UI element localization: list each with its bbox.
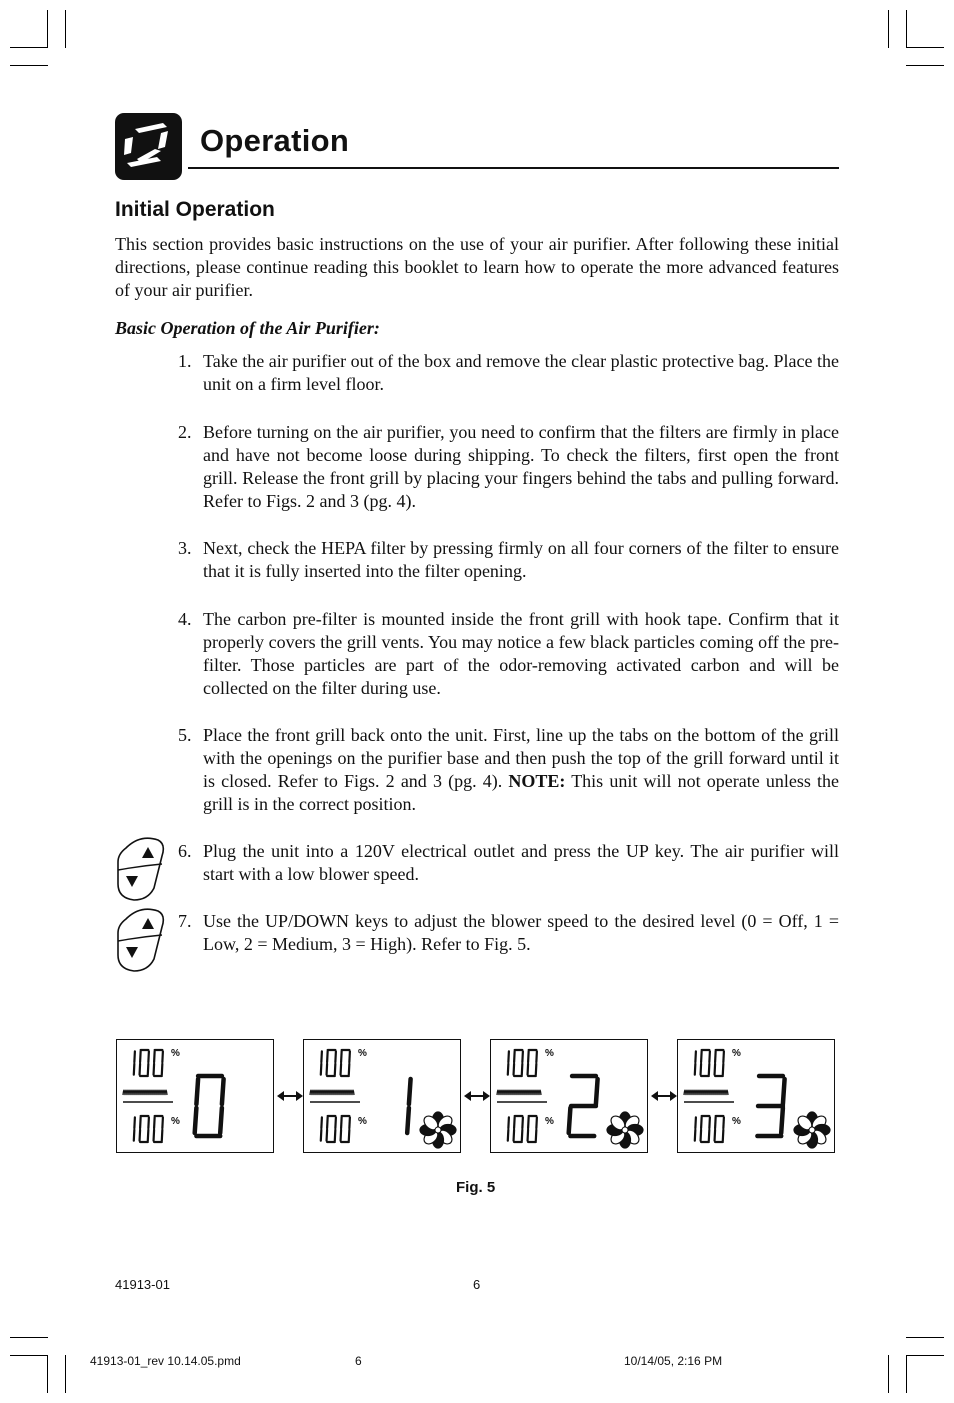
unit-label: % [358, 1048, 367, 1059]
crop-mark [10, 1337, 48, 1338]
step-number: 1. [178, 351, 192, 371]
unit-label: % [732, 1116, 741, 1127]
crop-mark [65, 10, 66, 48]
title-rule [188, 167, 839, 169]
page-title: Operation [200, 123, 350, 158]
crop-mark [10, 47, 48, 48]
crop-mark [906, 1355, 944, 1356]
step-4 [178, 608, 839, 700]
step-number: 2. [178, 422, 192, 442]
bottom-value [125, 1116, 163, 1142]
step-text: The carbon pre-filter is mounted inside the front grill with hook tape. Confirm that it properly covers the grill vents. You may notice a few black particles coming off the pre-filter. Those particles are part of the odor-removing activated carbon and will be collected on the filter during use. [203, 609, 839, 698]
step-number: 6. [178, 841, 192, 861]
file-name: 41913-01_rev 10.14.05.pmd [90, 1354, 241, 1368]
step-3 [178, 537, 839, 583]
crop-mark [906, 47, 944, 48]
step-text: Next, check the HEPA filter by pressing firmly on all four corners of the filter to ensure that it is fully inserted into the filter opening. [203, 538, 839, 581]
note-label: NOTE: [508, 771, 566, 791]
step-text-part: Place the front grill back onto the unit. First, line up the tabs on the bottom of the grill with the openings on the purifier base and then push the top of the grill forward until it is closed. Refer to Figs. 2 and 3 (pg. 4). [203, 725, 839, 791]
filter-bar [123, 1090, 167, 1095]
step-5 [178, 724, 839, 816]
crop-mark [906, 1355, 907, 1393]
step-text-part: This unit will not operate unless the grill is in the correct position. [203, 771, 839, 814]
subheading: Basic Operation of the Air Purifier: [115, 318, 380, 338]
bottom-value [686, 1116, 724, 1142]
crop-mark [888, 1355, 889, 1393]
numeral-2-display-icon [115, 113, 182, 180]
up-down-keys-icon [114, 836, 166, 902]
top-value [499, 1050, 537, 1076]
bottom-value [312, 1116, 350, 1142]
step-text: Take the air purifier out of the box and remove the clear plastic protective bag. Place the unit on a firm level floor. [203, 351, 839, 394]
crop-mark [906, 1337, 944, 1338]
fan-icon [607, 1112, 643, 1148]
filter-bar [310, 1090, 354, 1095]
step-7 [178, 910, 839, 956]
top-value [312, 1050, 350, 1076]
fan-icon [794, 1112, 830, 1148]
lcd-display-high [677, 1039, 835, 1153]
step-number: 4. [178, 609, 192, 629]
part-number: 41913-01 [115, 1277, 170, 1292]
lcd-display-medium [490, 1039, 648, 1153]
lcd-display-low [303, 1039, 461, 1153]
double-arrow-icon [464, 1090, 490, 1102]
crop-mark [10, 65, 48, 66]
print-date: 10/14/05, 2:16 PM [624, 1354, 723, 1368]
step-text: Use the UP/DOWN keys to adjust the blower speed to the desired level (0 = Off, 1 = Low, 2 = Medium, 3 = High). Refer to Fig. 5. [203, 911, 839, 954]
step-text [203, 724, 839, 816]
bottom-value [499, 1116, 537, 1142]
step-text: Plug the unit into a 120V electrical outlet and press the UP key. The air purifier will start with a low blower speed. [203, 841, 839, 884]
intro-paragraph: This section provides basic instructions on the use of your air purifier. After following these initial directions, please continue reading this booklet to learn how to operate the more advanced features of your air purifier. [115, 234, 839, 300]
top-value [686, 1050, 724, 1076]
figure-caption: Fig. 5 [456, 1179, 496, 1196]
double-arrow-icon [277, 1090, 303, 1102]
crop-mark [906, 10, 907, 48]
unit-label: % [545, 1048, 554, 1059]
unit-label: % [732, 1048, 741, 1059]
unit-label: % [545, 1116, 554, 1127]
crop-mark [47, 10, 48, 48]
page-number: 6 [473, 1277, 481, 1292]
print-page: 6 [355, 1354, 362, 1368]
crop-mark [10, 1355, 48, 1356]
step-number: 3. [178, 538, 192, 558]
crop-mark [888, 10, 889, 48]
fan-icon [420, 1112, 456, 1148]
crop-mark [65, 1355, 66, 1393]
section-heading: Initial Operation [115, 198, 275, 221]
unit-label: % [171, 1048, 180, 1059]
step-number: 7. [178, 911, 192, 931]
double-arrow-icon [651, 1090, 677, 1102]
crop-mark [906, 65, 944, 66]
filter-bar [497, 1090, 541, 1095]
step-number: 5. [178, 725, 192, 745]
crop-mark [47, 1355, 48, 1393]
step-1 [178, 350, 839, 396]
top-value [125, 1050, 163, 1076]
unit-label: % [171, 1116, 180, 1127]
step-6 [178, 840, 839, 886]
unit-label: % [358, 1116, 367, 1127]
filter-bar [684, 1090, 728, 1095]
up-down-keys-icon [114, 907, 166, 973]
step-text: Before turning on the air purifier, you need to confirm that the filters are firmly in place and have not become loose during shipping. To check the filters, first open the front grill. Release the front grill by placing your fingers behind the tabs and pulling forward. Refer to Figs. 2 and 3 (pg. 4). [203, 422, 839, 511]
lcd-display-off [116, 1039, 274, 1153]
step-2 [178, 421, 839, 513]
